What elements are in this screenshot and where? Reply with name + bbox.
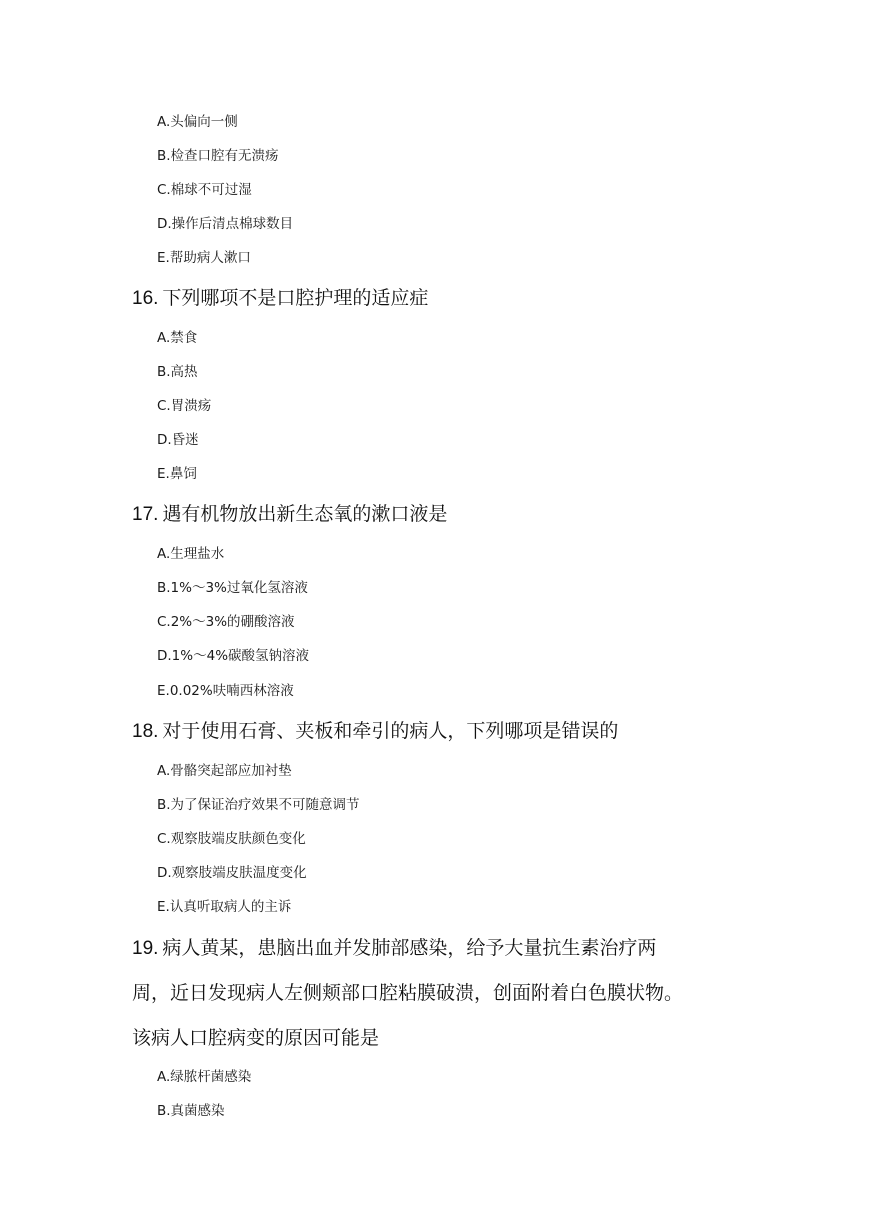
question-text: 下列哪项不是口腔护理的适应症 <box>162 287 429 309</box>
question-16 <box>132 285 428 312</box>
option-a: A.绿脓杆菌感染 <box>157 1069 252 1085</box>
question-number: 16. <box>132 288 159 309</box>
option-c: C.胃溃疡 <box>157 398 212 414</box>
option-a: A.禁食 <box>157 330 198 346</box>
option-b: B.1%～3%过氧化氢溶液 <box>157 580 308 596</box>
question-19-line-3: 该病人口腔病变的原因可能是 <box>132 1027 380 1049</box>
question-number: 19. <box>132 938 159 959</box>
option-d: D.操作后清点棉球数目 <box>157 216 294 232</box>
option-d: D.观察肢端皮肤温度变化 <box>157 865 307 881</box>
option-b: B.真菌感染 <box>157 1103 225 1119</box>
option-c: C.2%～3%的硼酸溶液 <box>157 614 295 630</box>
option-b: B.检查口腔有无溃疡 <box>157 148 279 164</box>
option-b: B.为了保证治疗效果不可随意调节 <box>157 797 360 813</box>
question-number: 17. <box>132 504 159 525</box>
option-e: E.鼻饲 <box>157 466 197 482</box>
question-19 <box>132 935 656 962</box>
option-a: A.生理盐水 <box>157 546 225 562</box>
option-a: A.头偏向一侧 <box>157 114 238 130</box>
option-d: D.1%～4%碳酸氢钠溶液 <box>157 648 310 664</box>
option-b: B.高热 <box>157 364 198 380</box>
option-c: C.观察肢端皮肤颜色变化 <box>157 831 306 847</box>
option-c: C.棉球不可过湿 <box>157 182 252 198</box>
option-d: D.昏迷 <box>157 432 199 448</box>
option-e: E.0.02%呋喃西林溶液 <box>157 683 294 699</box>
question-text-line-1: 病人黄某，患脑出血并发肺部感染，给予大量抗生素治疗两 <box>162 937 657 959</box>
question-text: 对于使用石膏、夹板和牵引的病人，下列哪项是错误的 <box>162 720 619 742</box>
option-e: E.帮助病人漱口 <box>157 250 251 266</box>
option-a: A.骨骼突起部应加衬垫 <box>157 763 292 779</box>
question-number: 18. <box>132 721 159 742</box>
question-19-line-2: 周，近日发现病人左侧颊部口腔粘膜破溃，创面附着白色膜状物。 <box>132 982 684 1004</box>
question-text: 遇有机物放出新生态氧的漱口液是 <box>162 503 448 525</box>
question-17 <box>132 501 447 528</box>
option-e: E.认真听取病人的主诉 <box>157 899 292 915</box>
question-18 <box>132 718 618 745</box>
